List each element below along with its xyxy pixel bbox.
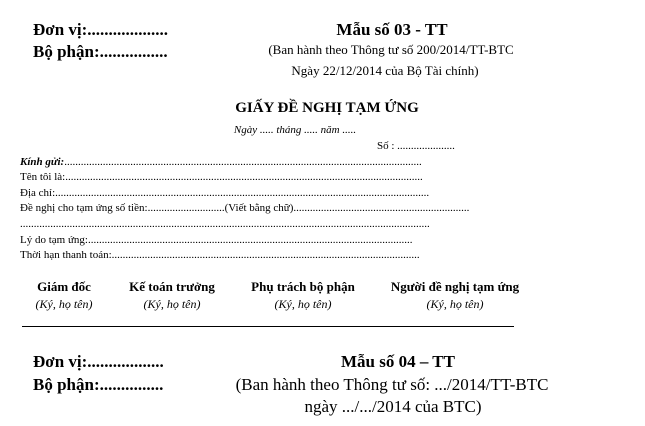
field-dots: .................................................................................................................................. (65, 171, 423, 183)
field-label: Kính gửi: (20, 156, 65, 168)
field-label: Lý do tạm ứng: (20, 234, 88, 246)
signature-role-chief-accountant: Kế toán trưởng (129, 279, 215, 294)
field-dots: ............................(Viết bằng chữ)................................................................ (147, 202, 470, 214)
number-line: Số : ..................... (377, 140, 455, 152)
field-label: Tên tôi là: (20, 171, 66, 183)
issued-date-2: ngày .../.../2014 của BTC) (304, 397, 482, 416)
signature-role-requester: Người đề nghị tạm ứng (390, 279, 520, 294)
signature-note-requester: (Ký, họ tên) (426, 297, 484, 311)
field-name (20, 171, 423, 183)
field-due-date (20, 249, 420, 261)
field-address (20, 187, 429, 199)
field-label: Đề nghị cho tạm ứng số tiền: (20, 202, 148, 214)
signature-role-department-head: Phụ trách bộ phận (251, 279, 355, 294)
field-label: Địa chỉ: (20, 187, 56, 199)
field-dots: ........................................................................................................................................ (55, 187, 430, 199)
field-dots: ...................................................................................................................... (87, 234, 413, 246)
department-label-2: Bộ phận:............... (33, 375, 164, 394)
issued-by-2: (Ban hành theo Thông tư số: .../2014/TT-BTC (235, 375, 549, 394)
field-reason (20, 234, 412, 246)
field-dots: ................................................................................................................ (111, 249, 420, 261)
signature-note-director: (Ký, họ tên) (35, 297, 93, 311)
issued-date: Ngày 22/12/2014 của Bộ Tài chính) (291, 63, 479, 78)
field-amount-continued (20, 218, 430, 230)
unit-label: Đơn vị:................... (33, 20, 169, 39)
field-dots: .................................................................................................................................. (64, 156, 422, 168)
separator-line (22, 326, 514, 327)
date-line: Ngày ..... tháng ..... năm ..... (233, 124, 357, 136)
field-amount (20, 202, 469, 214)
form-number-2: Mẫu số 04 – TT (341, 352, 455, 371)
form-title: GIẤY ĐỀ NGHỊ TẠM ỨNG (235, 100, 419, 116)
issued-by: (Ban hành theo Thông tư số 200/2014/TT-BTC (268, 42, 514, 57)
field-recipient (20, 156, 422, 168)
signature-note-department-head: (Ký, họ tên) (274, 297, 332, 311)
unit-label-2: Đơn vị:.................. (33, 352, 164, 371)
signature-note-chief-accountant: (Ký, họ tên) (143, 297, 201, 311)
signature-role-director: Giám đốc (37, 279, 91, 294)
form-number: Mẫu số 03 - TT (336, 20, 448, 39)
department-label: Bộ phận:................ (33, 42, 168, 61)
field-dots: ..................................................................................................................................................... (20, 218, 430, 230)
field-label: Thời hạn thanh toán: (20, 249, 112, 261)
